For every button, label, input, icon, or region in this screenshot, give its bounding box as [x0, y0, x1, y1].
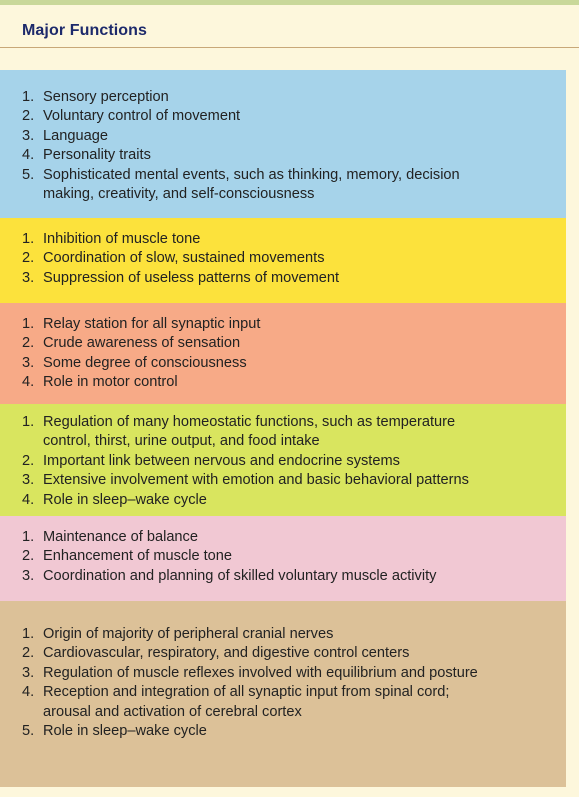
- item-text: Role in sleep–wake cycle: [43, 723, 207, 740]
- item-number: 3.: [22, 127, 35, 144]
- list-item: [0, 88, 566, 107]
- list-item: [0, 528, 566, 547]
- section-panel-orange: [0, 303, 566, 404]
- list-item: [0, 166, 566, 205]
- list-item: [0, 269, 566, 288]
- right-margin: [566, 70, 579, 797]
- list-item: [0, 249, 566, 268]
- section-panel-yellow: [0, 218, 566, 303]
- item-text: Important link between nervous and endocrine systems: [43, 452, 400, 469]
- item-text: Sophisticated mental events, such as thinking, memory, decision: [43, 166, 460, 183]
- item-text: making, creativity, and self-consciousness: [43, 186, 315, 203]
- item-number: 5.: [22, 166, 35, 183]
- item-text: Voluntary control of movement: [43, 108, 241, 125]
- item-number: 1.: [22, 529, 35, 545]
- item-text: Inhibition of muscle tone: [43, 231, 201, 247]
- list-item: [0, 722, 566, 741]
- section-panel-green: [0, 404, 566, 516]
- list-item: [0, 413, 566, 452]
- item-number: 3.: [22, 664, 35, 681]
- item-number: 2.: [22, 108, 35, 125]
- item-text: Suppression of useless patterns of movement: [43, 269, 340, 286]
- item-text: Maintenance of balance: [43, 529, 198, 545]
- item-number: 1.: [22, 316, 35, 332]
- function-list: [0, 88, 566, 204]
- item-number: 2.: [22, 645, 35, 662]
- list-item: [0, 625, 566, 644]
- list-item: [0, 452, 566, 471]
- item-text: Regulation of muscle reflexes involved with equilibrium and posture: [43, 664, 478, 681]
- item-number: 5.: [22, 723, 35, 740]
- item-number: 3.: [22, 472, 35, 489]
- function-list: [0, 315, 566, 393]
- list-item: [0, 644, 566, 663]
- list-item: [0, 107, 566, 126]
- list-item: [0, 334, 566, 353]
- item-text: Role in motor control: [43, 374, 178, 391]
- bottom-margin: [0, 787, 579, 797]
- item-text: control, thirst, urine output, and food intake: [43, 433, 320, 450]
- list-item: [0, 146, 566, 165]
- function-list: [0, 528, 566, 586]
- item-text: Origin of majority of peripheral cranial nerves: [43, 626, 334, 642]
- item-number: 2.: [22, 335, 35, 352]
- item-number: 1.: [22, 414, 35, 430]
- item-text: Coordination of slow, sustained movements: [43, 250, 325, 267]
- item-number: 4.: [22, 491, 35, 508]
- item-number: 1.: [22, 89, 35, 105]
- item-text: Role in sleep–wake cycle: [43, 491, 207, 508]
- item-text: Cardiovascular, respiratory, and digestive control centers: [43, 645, 410, 662]
- item-number: 4.: [22, 147, 35, 164]
- list-item: [0, 491, 566, 510]
- item-text: Coordination and planning of skilled voluntary muscle activity: [43, 567, 437, 584]
- section-panel-tan: [0, 601, 566, 787]
- item-text: Some degree of consciousness: [43, 354, 247, 371]
- section-panel-pink: [0, 516, 566, 601]
- item-text: Regulation of many homeostatic functions, such as temperature: [43, 414, 456, 430]
- list-item: [0, 567, 566, 586]
- item-number: 2.: [22, 548, 35, 565]
- list-item: [0, 683, 566, 722]
- item-text: Reception and integration of all synaptic input from spinal cord;: [43, 684, 450, 701]
- item-number: 4.: [22, 374, 35, 391]
- function-list: [0, 625, 566, 741]
- item-text: Sensory perception: [43, 89, 169, 105]
- item-number: 2.: [22, 452, 35, 469]
- item-number: 3.: [22, 567, 35, 584]
- item-text: Personality traits: [43, 147, 151, 164]
- list-item: [0, 471, 566, 490]
- function-list: [0, 413, 566, 510]
- function-list: [0, 230, 566, 288]
- table-header: [0, 5, 579, 48]
- item-number: 4.: [22, 684, 35, 701]
- item-number: 1.: [22, 626, 35, 642]
- item-text: Enhancement of muscle tone: [43, 548, 233, 565]
- item-number: 1.: [22, 231, 35, 247]
- item-text: Relay station for all synaptic input: [43, 316, 261, 332]
- list-item: [0, 315, 566, 334]
- list-item: [0, 230, 566, 249]
- list-item: [0, 664, 566, 683]
- item-text: arousal and activation of cerebral cortex: [43, 703, 302, 720]
- section-panel-blue: [0, 70, 566, 218]
- list-item: [0, 373, 566, 392]
- item-text: Language: [43, 127, 108, 144]
- item-number: 2.: [22, 250, 35, 267]
- item-number: 3.: [22, 269, 35, 286]
- list-item: [0, 354, 566, 373]
- page-title: Major Functions: [22, 22, 148, 39]
- item-number: 3.: [22, 354, 35, 371]
- item-text: Extensive involvement with emotion and basic behavioral patterns: [43, 472, 469, 489]
- list-item: [0, 547, 566, 566]
- list-item: [0, 127, 566, 146]
- item-text: Crude awareness of sensation: [43, 335, 241, 352]
